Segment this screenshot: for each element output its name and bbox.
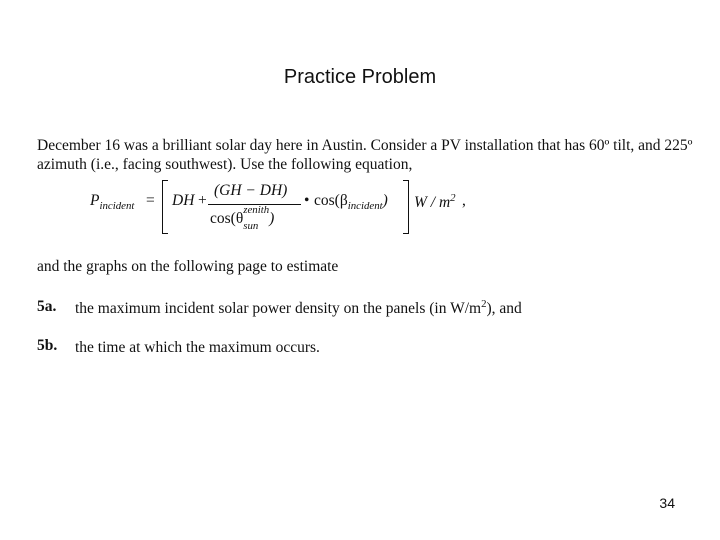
- equation-units: W / $m^2$: [414, 192, 456, 212]
- item-label: 5a.: [37, 298, 57, 315]
- equation-dh: DH: [172, 192, 195, 209]
- equation-lhs: $P_{incident}$: [90, 192, 135, 213]
- equation-numerator: (GH − DH): [214, 182, 288, 199]
- page-number: 34: [659, 495, 675, 511]
- equation-equals: =: [146, 192, 155, 209]
- equation-trailing: ,: [462, 192, 466, 209]
- item-text: the maximum incident solar power density on the panels (in $W/m^2$), and: [75, 298, 522, 318]
- equation-denominator: $\cos(\theta^{zenith}$ sun ): [210, 204, 275, 232]
- equation-dot: •: [304, 192, 310, 209]
- item-label: 5b.: [37, 337, 58, 354]
- equation-plus: +: [198, 192, 207, 209]
- item-text: the time at which the maximum occurs.: [75, 339, 320, 357]
- right-bracket: [403, 180, 409, 234]
- equation-cos-incident: $\cos(\beta_{incident})$: [314, 192, 388, 213]
- continuation-text: and the graphs on the following page to estimate: [37, 258, 339, 275]
- intro-paragraph: December 16 was a brilliant solar day here in Austin. Consider a PV installation that has 60º tilt, and 225º azimuth (i.e., facing southwest). Use the following equation,: [37, 137, 693, 173]
- page-title: Practice Problem: [283, 66, 437, 88]
- left-bracket: [162, 180, 168, 234]
